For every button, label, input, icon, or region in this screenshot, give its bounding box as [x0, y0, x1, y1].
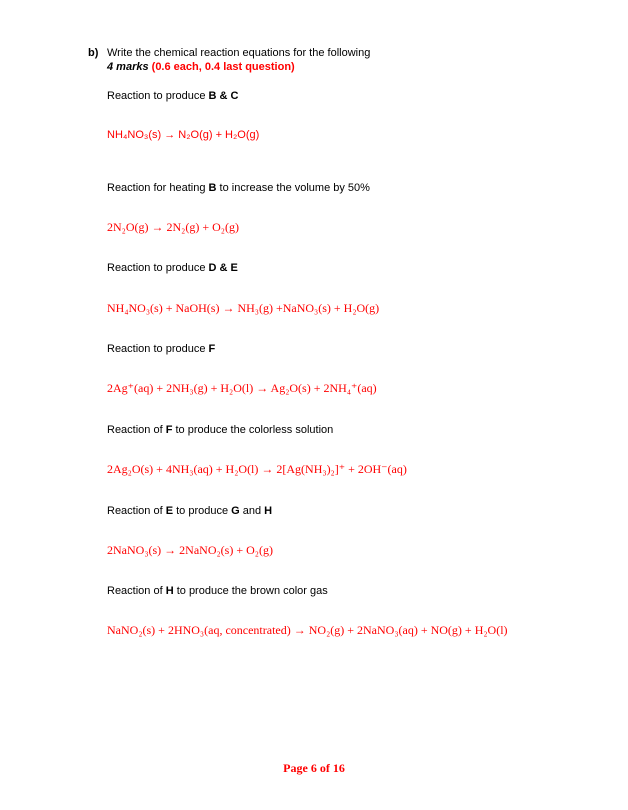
reaction-6-equation: 2NaNO₃(s) → 2NaNO₂(s) + O₂(g) [107, 543, 273, 557]
reaction-5-prompt-text: Reaction of [107, 424, 166, 436]
reaction-4-prompt-bold: F [208, 343, 216, 355]
reaction-2-prompt-text: Reaction for heating [107, 182, 209, 194]
question-text: Write the chemical reaction equations for the following [107, 47, 371, 59]
marks-detail: (0.6 each, 0.4 last question) [148, 61, 295, 73]
reaction-7-prompt-post: to produce the brown color gas [173, 585, 328, 597]
reaction-4-prompt [107, 343, 215, 355]
page-number: Page 6 of 16 [283, 761, 345, 775]
reaction-3-equation: NH₄NO₃(s) + NaOH(s) → NH₃(g) +NaNO₃(s) + H₂O(g) [107, 301, 380, 315]
reaction-7-equation: NaNO₂(s) + 2HNO₃(aq, concentrated) → NO₂(g) + 2NaNO₃(aq) + NO(g) + H₂O(l) [107, 623, 508, 637]
reaction-6-prompt-mid: to produce [173, 505, 232, 517]
reaction-2-equation: 2N₂O(g) → 2N₂(g) + O₂(g) [107, 220, 239, 234]
reaction-2-prompt [107, 182, 370, 194]
reaction-5-equation: 2Ag₂O(s) + 4NH₃(aq) + H₂O(l) → 2[Ag(NH₃)₂]⁺ + 2OH⁻(aq) [107, 462, 407, 476]
reaction-4-prompt-text: Reaction to produce [107, 343, 209, 355]
reaction-1-prompt-bold: B & C [208, 90, 239, 102]
marks-line [107, 61, 295, 73]
reaction-3-prompt [107, 262, 238, 274]
reaction-2-prompt-post: to increase the volume by 50% [216, 182, 370, 194]
reaction-7-prompt-bold: H [165, 585, 174, 597]
reaction-1-equation: NH₄NO₃(s) → N₂O(g) + H₂O(g) [107, 129, 260, 141]
reaction-6-prompt-mid2: and [239, 505, 265, 517]
reaction-5-prompt-bold: F [165, 424, 173, 436]
reaction-1-prompt [107, 90, 238, 102]
reaction-7-prompt [107, 585, 328, 597]
reaction-6-prompt [107, 505, 272, 517]
reaction-5-prompt [107, 424, 333, 436]
marks-main: 4 marks [107, 61, 149, 73]
reaction-5-prompt-post: to produce the colorless solution [172, 424, 334, 436]
reaction-3-prompt-text: Reaction to produce [107, 262, 209, 274]
reaction-6-prompt-bold3: H [264, 505, 273, 517]
reaction-6-prompt-text: Reaction of [107, 505, 166, 517]
reaction-7-prompt-text: Reaction of [107, 585, 166, 597]
reaction-3-prompt-bold: D & E [208, 262, 238, 274]
reaction-6-prompt-bold2: G [231, 505, 240, 517]
question-label: b) [88, 47, 99, 59]
reaction-6-prompt-bold: E [165, 505, 174, 517]
reaction-1-prompt-text: Reaction to produce [107, 90, 209, 102]
reaction-4-equation: 2Ag⁺(aq) + 2NH₃(g) + H₂O(l) → Ag₂O(s) + 2NH₄⁺(aq) [107, 381, 377, 395]
reaction-2-prompt-bold: B [208, 182, 217, 194]
